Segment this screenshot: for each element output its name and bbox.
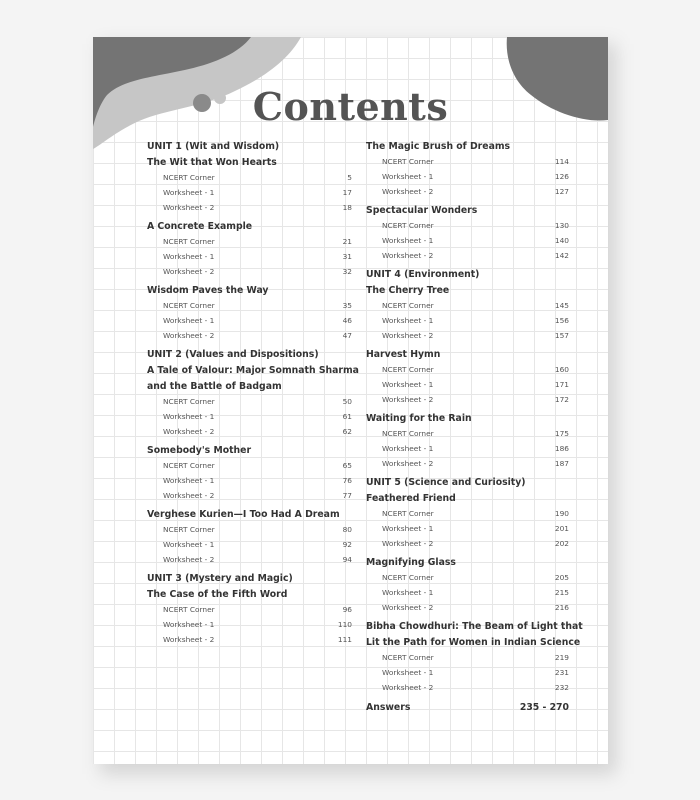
toc-label: Lit the Path for Women in Indian Science <box>366 636 581 648</box>
toc-label: Worksheet - 2 <box>163 555 215 564</box>
toc-entry <box>147 602 352 617</box>
toc-heading <box>366 634 581 650</box>
toc-entry <box>366 154 569 169</box>
toc-label: NCERT Corner <box>382 301 434 310</box>
toc-label: Worksheet - 1 <box>163 412 215 421</box>
toc-label: Worksheet - 2 <box>163 331 215 340</box>
toc-page-number: 5 <box>347 173 352 182</box>
toc-entry <box>147 617 352 632</box>
toc-entry <box>147 552 352 567</box>
toc-page-number: 110 <box>337 620 352 629</box>
toc-label: Worksheet - 1 <box>382 172 434 181</box>
toc-page-number: 61 <box>342 412 352 421</box>
toc-heading <box>366 266 569 282</box>
toc-label: Worksheet - 2 <box>382 395 434 404</box>
toc-label: Worksheet - 2 <box>382 331 434 340</box>
toc-entry <box>366 328 569 343</box>
toc-heading <box>147 282 352 298</box>
toc-entry <box>147 328 352 343</box>
toc-label: Waiting for the Rain <box>366 412 472 424</box>
toc-entry <box>147 522 352 537</box>
toc-label: Worksheet - 2 <box>163 427 215 436</box>
toc-heading <box>366 202 569 218</box>
toc-entry <box>366 650 569 665</box>
toc-page-number: 205 <box>554 573 569 582</box>
toc-entry <box>147 488 352 503</box>
toc-page-number: 76 <box>342 476 352 485</box>
toc-heading <box>147 138 352 154</box>
toc-page-number: 187 <box>554 459 569 468</box>
toc-entry <box>147 249 352 264</box>
toc-label: UNIT 2 (Values and Dispositions) <box>147 348 319 360</box>
toc-label: Harvest Hymn <box>366 348 441 360</box>
toc-page-number: 46 <box>342 316 352 325</box>
toc-entry <box>147 264 352 279</box>
toc-heading <box>366 618 583 634</box>
toc-entry <box>366 456 569 471</box>
toc-label: Bibha Chowdhuri: The Beam of Light that <box>366 620 583 632</box>
toc-entry <box>366 536 569 551</box>
toc-label: Worksheet - 1 <box>382 668 434 677</box>
toc-page-number: 142 <box>554 251 569 260</box>
toc-page-number: 62 <box>342 427 352 436</box>
toc-page-number: 130 <box>554 221 569 230</box>
toc-page-number: 172 <box>554 395 569 404</box>
toc-label: NCERT Corner <box>382 157 434 166</box>
toc-page-number: 111 <box>337 635 352 644</box>
toc-page-number: 175 <box>554 429 569 438</box>
toc-label: and the Battle of Badgam <box>147 380 282 392</box>
toc-page-number: 77 <box>342 491 352 500</box>
toc-page-number: 18 <box>342 203 352 212</box>
toc-label: NCERT Corner <box>163 461 215 470</box>
toc-label: NCERT Corner <box>382 429 434 438</box>
toc-label: NCERT Corner <box>163 525 215 534</box>
toc-label: Somebody's Mother <box>147 444 252 456</box>
toc-label: NCERT Corner <box>382 653 434 662</box>
toc-label: NCERT Corner <box>382 221 434 230</box>
toc-label: The Cherry Tree <box>366 284 450 296</box>
toc-heading <box>366 282 569 298</box>
toc-entry <box>147 170 352 185</box>
toc-entry <box>366 218 569 233</box>
toc-page-number: 190 <box>554 509 569 518</box>
toc-page-number: 47 <box>342 331 352 340</box>
toc-label: Worksheet - 2 <box>163 203 215 212</box>
toc-heading <box>366 490 569 506</box>
toc-label: Magnifying Glass <box>366 556 456 568</box>
toc-page-number: 127 <box>554 187 569 196</box>
toc-label: Worksheet - 1 <box>163 620 215 629</box>
toc-page-number: 156 <box>554 316 569 325</box>
toc-page-number: 17 <box>342 188 352 197</box>
toc-page-number: 235 - 270 <box>519 701 569 713</box>
toc-label: UNIT 1 (Wit and Wisdom) <box>147 140 280 152</box>
toc-entry <box>366 426 569 441</box>
toc-heading <box>366 346 569 362</box>
toc-page-number: 80 <box>342 525 352 534</box>
toc-page-number: 21 <box>342 237 352 246</box>
toc-page-number: 216 <box>554 603 569 612</box>
toc-entry <box>147 185 352 200</box>
toc-label: Worksheet - 1 <box>382 524 434 533</box>
toc-heading <box>147 346 352 362</box>
toc-entry <box>147 234 352 249</box>
toc-entry <box>147 200 352 215</box>
toc-page-number: 232 <box>554 683 569 692</box>
toc-page-number: 126 <box>554 172 569 181</box>
toc-label: NCERT Corner <box>163 237 215 246</box>
toc-entry <box>366 233 569 248</box>
toc-entry <box>147 394 352 409</box>
toc-label: NCERT Corner <box>163 173 215 182</box>
toc-page-number: 171 <box>554 380 569 389</box>
toc-label: Worksheet - 1 <box>163 188 215 197</box>
toc-label: UNIT 3 (Mystery and Magic) <box>147 572 293 584</box>
toc-label: NCERT Corner <box>163 605 215 614</box>
toc-label: Worksheet - 1 <box>382 380 434 389</box>
toc-label: Worksheet - 2 <box>382 251 434 260</box>
toc-entry <box>366 585 569 600</box>
toc-heading <box>366 554 569 570</box>
toc-page-number: 92 <box>342 540 352 549</box>
toc-entry <box>366 521 569 536</box>
toc-entry <box>366 313 569 328</box>
toc-heading <box>147 218 352 234</box>
toc-label: NCERT Corner <box>382 365 434 374</box>
toc-label: Verghese Kurien—I Too Had A Dream <box>147 508 340 520</box>
toc-label: Worksheet - 1 <box>382 236 434 245</box>
toc-label: Worksheet - 2 <box>382 539 434 548</box>
toc-label: Answers <box>366 701 411 713</box>
toc-label: Worksheet - 2 <box>163 267 215 276</box>
toc-page-number: 114 <box>554 157 569 166</box>
toc-label: Worksheet - 2 <box>382 603 434 612</box>
toc-label: Worksheet - 1 <box>382 316 434 325</box>
toc-heading <box>147 362 359 378</box>
toc-entry <box>366 392 569 407</box>
toc-entry <box>366 441 569 456</box>
toc-label: Worksheet - 2 <box>382 683 434 692</box>
toc-entry <box>366 680 569 695</box>
toc-label: NCERT Corner <box>382 509 434 518</box>
right-toc-column <box>366 138 583 716</box>
toc-entry <box>147 632 352 647</box>
contents-page <box>93 37 608 764</box>
toc-entry <box>147 298 352 313</box>
toc-entry <box>147 458 352 473</box>
toc-entry <box>366 377 569 392</box>
toc-label: A Tale of Valour: Major Somnath Sharma <box>147 364 359 376</box>
toc-label: Worksheet - 2 <box>163 491 215 500</box>
toc-entry <box>366 169 569 184</box>
toc-label: The Case of the Fifth Word <box>147 588 288 600</box>
toc-entry <box>366 506 569 521</box>
toc-page-number: 145 <box>554 301 569 310</box>
toc-label: A Concrete Example <box>147 220 253 232</box>
toc-label: NCERT Corner <box>163 397 215 406</box>
toc-heading <box>147 378 352 394</box>
toc-page-number: 160 <box>554 365 569 374</box>
toc-label: Wisdom Paves the Way <box>147 284 269 296</box>
toc-label: Worksheet - 1 <box>163 252 215 261</box>
toc-label: Worksheet - 2 <box>382 187 434 196</box>
toc-heading <box>366 138 569 154</box>
toc-label: The Magic Brush of Dreams <box>366 140 511 152</box>
toc-page-number: 50 <box>342 397 352 406</box>
toc-entry <box>366 665 569 680</box>
toc-label: UNIT 4 (Environment) <box>366 268 480 280</box>
toc-label: Worksheet - 2 <box>382 459 434 468</box>
left-toc-column <box>147 138 359 647</box>
toc-entry <box>366 248 569 263</box>
toc-label: Worksheet - 1 <box>163 476 215 485</box>
toc-answers <box>366 698 569 716</box>
toc-page-number: 35 <box>342 301 352 310</box>
toc-entry <box>147 537 352 552</box>
toc-entry <box>366 570 569 585</box>
toc-label: NCERT Corner <box>163 301 215 310</box>
toc-label: Worksheet - 1 <box>382 444 434 453</box>
toc-heading <box>147 506 352 522</box>
toc-heading <box>366 474 569 490</box>
toc-entry <box>366 298 569 313</box>
toc-entry <box>366 362 569 377</box>
toc-page-number: 186 <box>554 444 569 453</box>
toc-heading <box>147 442 352 458</box>
toc-label: UNIT 5 (Science and Curiosity) <box>366 476 526 488</box>
toc-page-number: 157 <box>554 331 569 340</box>
toc-heading <box>147 570 352 586</box>
toc-page-number: 96 <box>342 605 352 614</box>
toc-entry <box>366 184 569 199</box>
toc-heading <box>147 586 352 602</box>
toc-entry <box>147 313 352 328</box>
toc-heading <box>147 154 352 170</box>
toc-label: Spectacular Wonders <box>366 204 478 216</box>
toc-page-number: 94 <box>342 555 352 564</box>
toc-label: Worksheet - 2 <box>163 635 215 644</box>
toc-entry <box>147 473 352 488</box>
toc-label: Worksheet - 1 <box>163 540 215 549</box>
page-title: Contents <box>252 84 449 129</box>
toc-label: Worksheet - 1 <box>382 588 434 597</box>
toc-page-number: 219 <box>554 653 569 662</box>
toc-entry <box>147 409 352 424</box>
toc-heading <box>366 410 569 426</box>
toc-page-number: 65 <box>342 461 352 470</box>
toc-page-number: 32 <box>342 267 352 276</box>
toc-page-number: 31 <box>342 252 352 261</box>
toc-page-number: 201 <box>554 524 569 533</box>
toc-page-number: 140 <box>554 236 569 245</box>
toc-page-number: 215 <box>554 588 569 597</box>
toc-label: Worksheet - 1 <box>163 316 215 325</box>
toc-page-number: 202 <box>554 539 569 548</box>
toc-label: The Wit that Won Hearts <box>147 156 277 168</box>
toc-label: Feathered Friend <box>366 492 456 504</box>
toc-page-number: 231 <box>554 668 569 677</box>
toc-entry <box>147 424 352 439</box>
toc-label: NCERT Corner <box>382 573 434 582</box>
toc-entry <box>366 600 569 615</box>
